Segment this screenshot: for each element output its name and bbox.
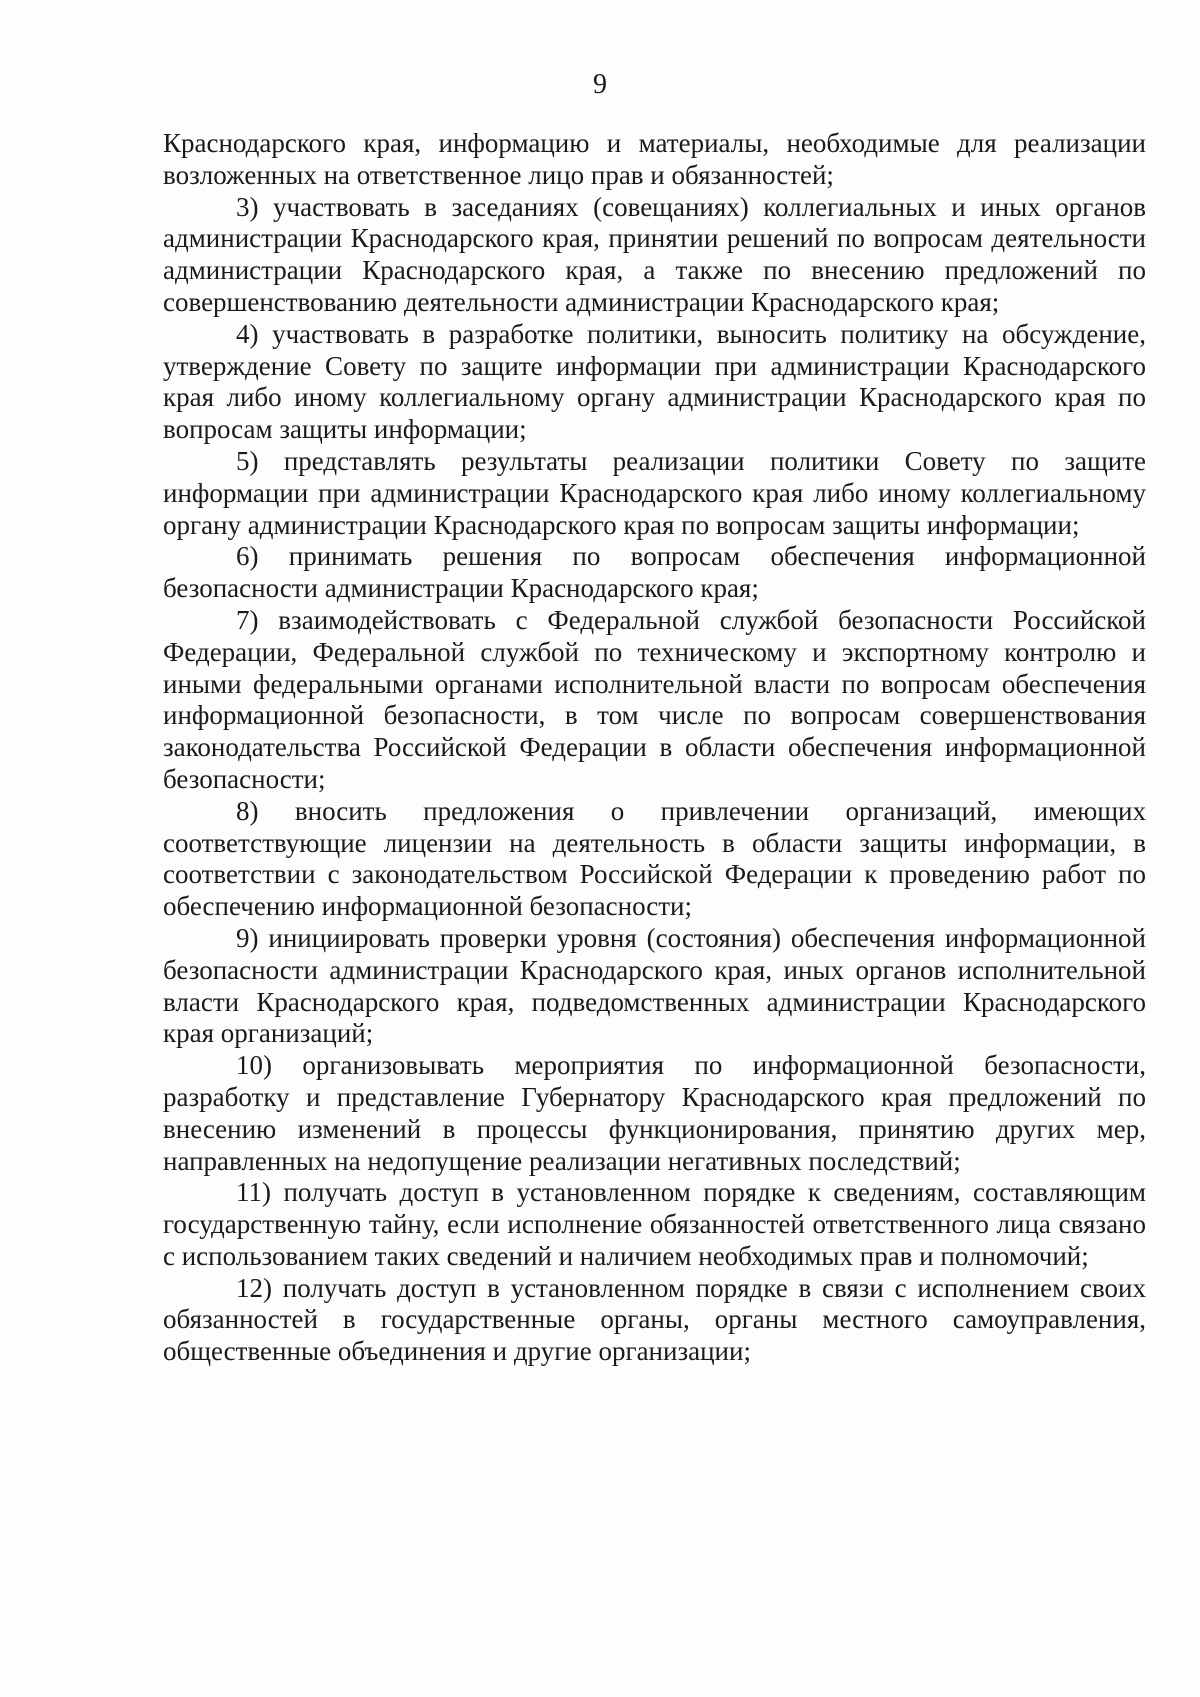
list-item-4: 4) участвовать в разработке политики, выносить политику на обсуждение, утверждение Совету по защите информации при администрации Краснодарского края либо иному коллегиальному органу администрации Краснодарского края по вопросам защиты информации; — [163, 318, 1146, 445]
list-item-10: 10) организовывать мероприятия по информационной безопасности, разработку и представление Губернатору Краснодарского края предложений по внесению изменений в процессы функционирования, принятию других мер, направленных на недопущение реализации негативных последствий; — [163, 1050, 1146, 1176]
list-item-8: 8) вносить предложения о привлечении организаций, имеющих соответствующие лицензии на деятельность в области защиты информации, в соответствии с законодательством Российской Федерации к проведению работ по обеспечению информационной безопасности; — [163, 795, 1146, 922]
list-item-5: 5) представлять результаты реализации политики Совету по защите информации при администрации Краснодарского края либо иному коллегиальному органу администрации Краснодарского края по вопросам защиты информации; — [163, 445, 1146, 540]
page-number: 9 — [593, 69, 607, 100]
list-item-9: 9) инициировать проверки уровня (состояния) обеспечения информационной безопасности администрации Краснодарского края, иных органов исполнительной власти Краснодарского края, подведомственных администрации Краснодарского края организаций; — [163, 922, 1146, 1049]
list-item-11: 11) получать доступ в установленном порядке к сведениям, составляющим государственную тайну, если исполнение обязанностей ответственного лица связано с использованием таких сведений и наличием необходимых прав и полномочий; — [163, 1177, 1146, 1271]
list-item-7: 7) взаимодействовать с Федеральной службой безопасности Российской Федерации, Федеральной службой по техническому и экспортному контролю и иными федеральными органами исполнительной власти по вопросам обеспечения информационной безопасности, в том числе по вопросам совершенствования законодательства Российской Федерации в области обеспечения информационной безопасности; — [163, 604, 1146, 794]
paragraph-continuation: Краснодарского края, информацию и материалы, необходимые для реализации возложенных на ответственное лицо прав и обязанностей; — [163, 128, 1146, 190]
list-item-12: 12) получать доступ в установленном порядке в связи с исполнением своих обязанностей в государственные органы, органы местного самоуправления, общественные объединения и другие организации; — [163, 1272, 1146, 1367]
list-item-3: 3) участвовать в заседаниях (совещаниях) коллегиальных и иных органов администрации Краснодарского края, принятии решений по вопросам деятельности администрации Краснодарского края, а также по внесению предложений по совершенствованию деятельности администрации Краснодарского края; — [163, 191, 1146, 317]
list-item-6: 6) принимать решения по вопросам обеспечения информационной безопасности администрации Краснодарского края; — [163, 541, 1146, 604]
document-body — [163, 128, 1146, 1368]
